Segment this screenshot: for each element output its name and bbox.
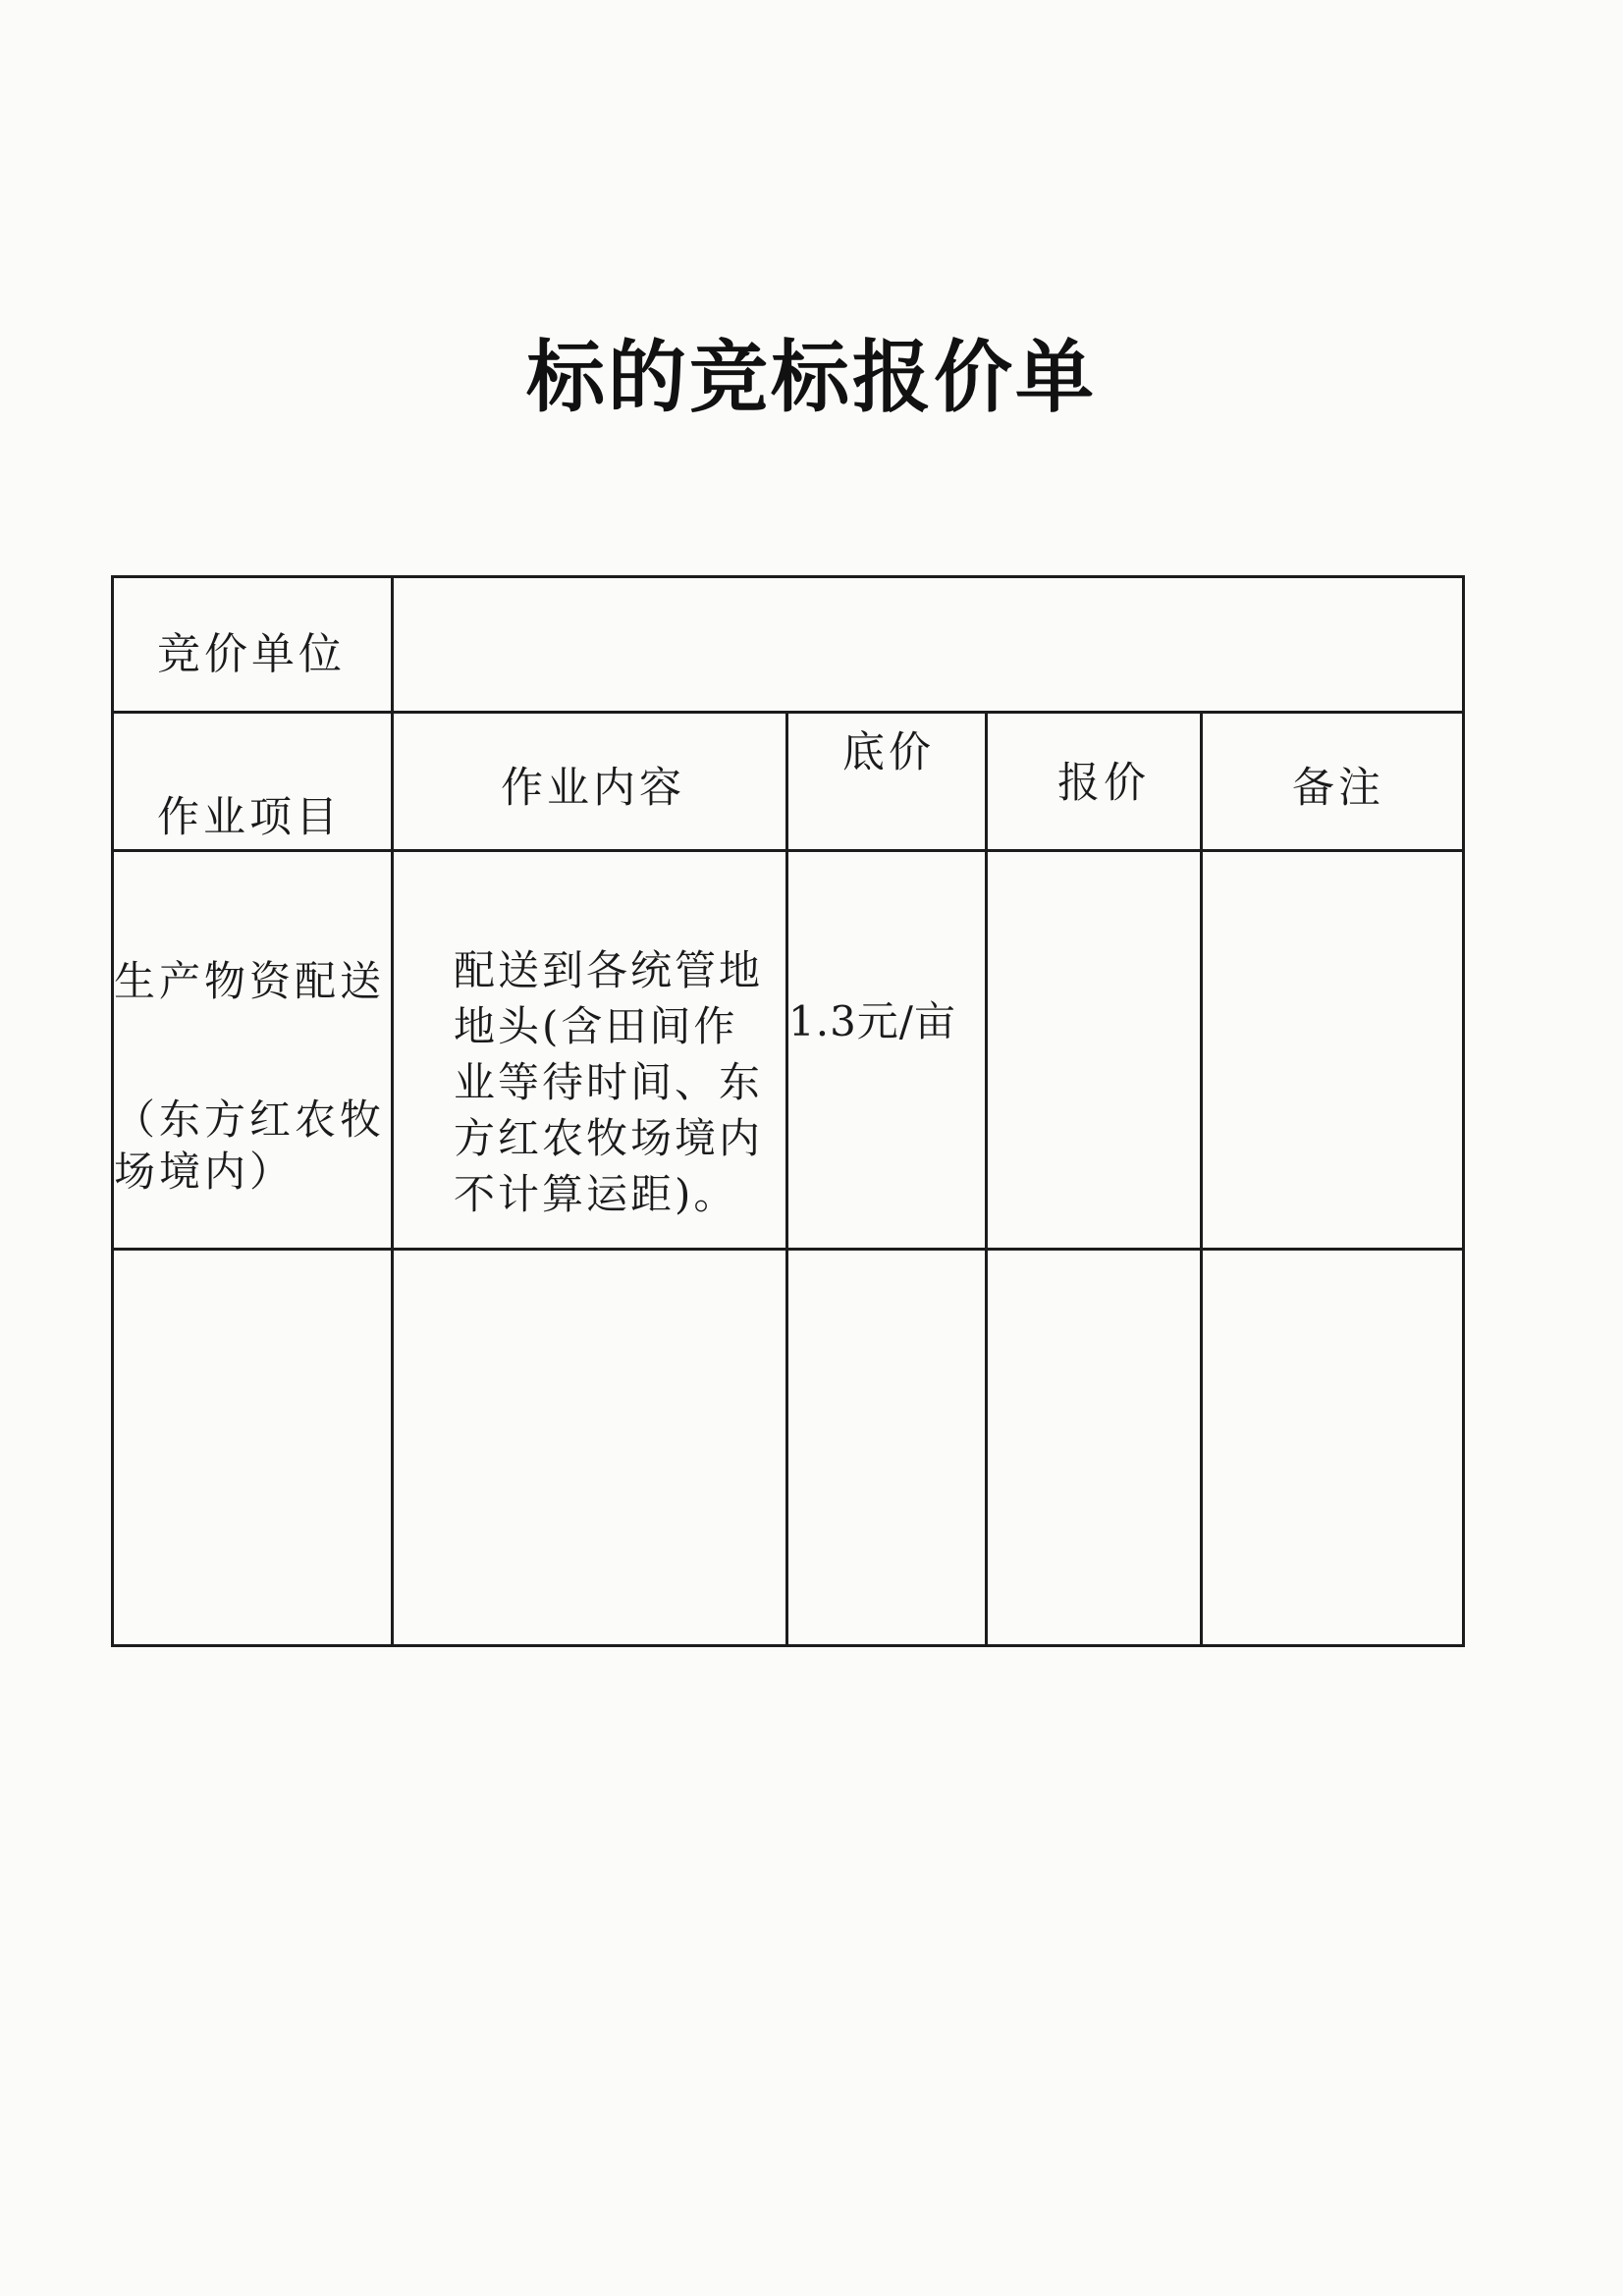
header-item: 作业项目	[157, 793, 342, 842]
bid-quote-table	[111, 575, 1465, 1647]
header-quote: 报价	[1057, 759, 1150, 808]
item-note-line: （东方红农牧	[114, 1095, 386, 1144]
row-quote-cell	[985, 849, 1203, 1251]
row-item-cell	[111, 849, 394, 1251]
empty-row-base-price-cell	[785, 1248, 988, 1647]
content-line: 地头(含田间作	[454, 1002, 738, 1050]
item-note-line: 场境内）	[114, 1148, 296, 1196]
item-name: 生产物资配送	[114, 957, 386, 1005]
header-quote-cell	[985, 711, 1203, 852]
content-line: 方红农牧场境内	[454, 1114, 764, 1162]
empty-row-content-cell	[391, 1248, 788, 1647]
bidder-value-cell	[391, 575, 1465, 714]
empty-row-item-cell	[111, 1248, 394, 1647]
bidder-label: 竞价单位	[157, 629, 346, 679]
empty-row-remarks-cell	[1200, 1248, 1465, 1647]
header-content: 作业内容	[501, 764, 685, 813]
base-price-value: 1.3元/亩	[788, 997, 956, 1045]
content-text	[454, 942, 763, 1222]
content-line: 业等待时间、东	[454, 1058, 764, 1106]
header-item-cell	[111, 711, 394, 852]
bidder-label-cell	[111, 575, 394, 714]
header-base-price-cell	[785, 711, 988, 852]
page-title: 标的竞标报价单	[526, 332, 1097, 423]
content-line: 不计算运距)。	[454, 1170, 738, 1218]
header-content-cell	[391, 711, 788, 852]
header-base-price: 底价	[842, 728, 935, 777]
header-remarks-cell	[1200, 711, 1465, 852]
row-remarks-cell	[1200, 849, 1465, 1251]
empty-row-quote-cell	[985, 1248, 1203, 1647]
header-remarks: 备注	[1292, 764, 1384, 813]
row-base-price-cell	[785, 849, 988, 1251]
row-content-cell	[391, 849, 788, 1251]
content-line: 配送到各统管地	[454, 946, 764, 994]
